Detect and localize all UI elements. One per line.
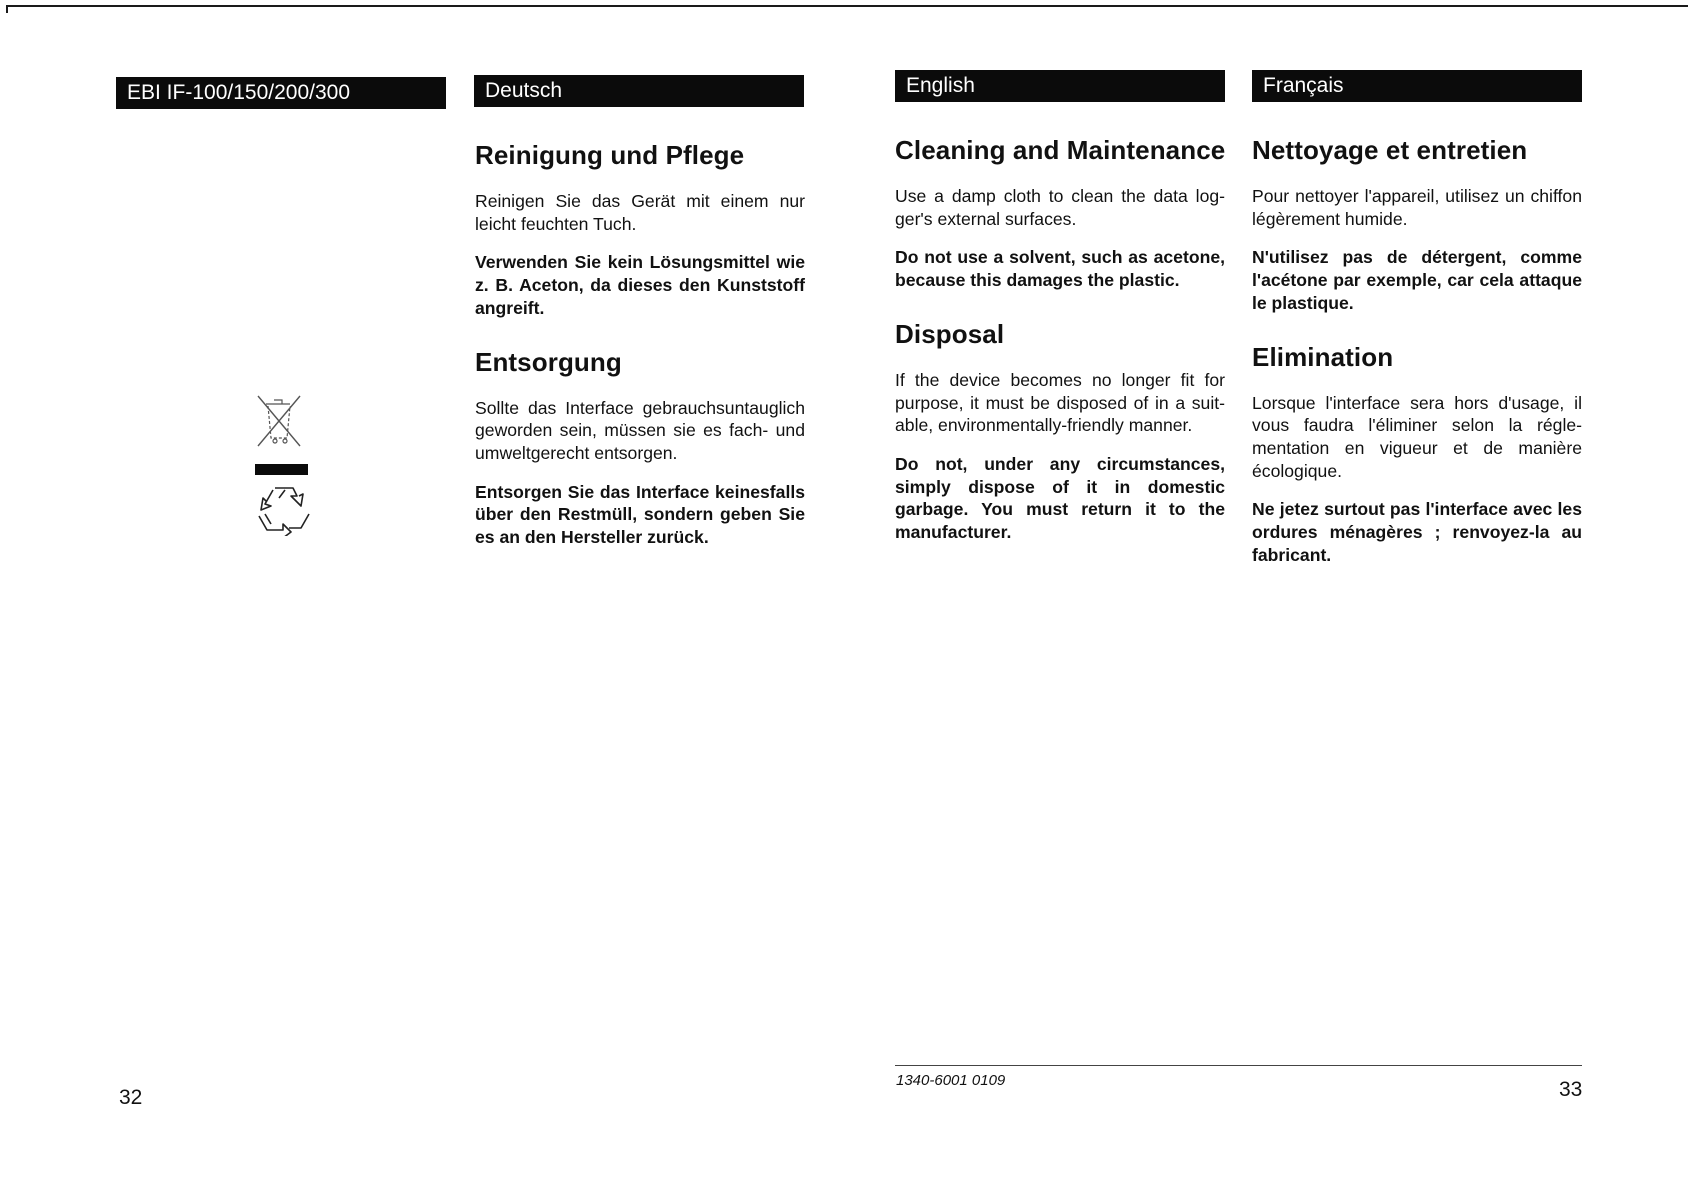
disposal-warning-de: Entsorgen Sie das Interface keinesfalls über den Restmüll, sondern geben Sie es an den Hersteller zurück.	[475, 481, 805, 548]
disposal-warning-fr: Ne jetez surtout pas l'interface avec les ordures ménagères ; renvoyez-la au fabricant.	[1252, 499, 1582, 565]
language-label-deutsch: Deutsch	[485, 79, 563, 102]
disposal-text-de: Sollte das Interface gebrauchsuntauglich geworden sein, müssen sie es fach- und umweltgerecht entsorgen.	[475, 397, 805, 463]
cleaning-text-fr: Pour nettoyer l'appareil, utilisez un chiffon légèrement humide.	[1252, 186, 1582, 229]
cleaning-text-en: Use a damp cloth to clean the data logger's external surfaces.	[895, 186, 1225, 229]
page-number-left: 32	[119, 1086, 143, 1109]
language-bar-francais	[1252, 70, 1582, 102]
document-code: 1340-6001 0109	[896, 1072, 1006, 1089]
language-label-francais: Français	[1263, 74, 1344, 97]
cleaning-warning-de: Verwenden Sie kein Lösungsmittel wie z. B. Aceton, da dieses den Kunststoff angreift.	[475, 252, 805, 318]
product-name: EBI IF-100/150/200/300	[127, 81, 350, 104]
disposal-warning-en: Do not, under any circumstances, simply dispose of it in domestic garbage. You must return it to the manufacturer.	[895, 453, 1225, 543]
disposal-text-en: If the device becomes no longer fit for purpose, it must be disposed of in a suitable, environmentally-friendly manner.	[895, 369, 1225, 436]
top-corner-tick	[6, 5, 8, 13]
language-label-english: English	[906, 74, 975, 97]
cleaning-warning-fr: N'utilisez pas de détergent, comme l'acétone par exemple, car cela attaque le plastique.	[1252, 247, 1582, 313]
product-header-bar	[116, 77, 446, 109]
crossed-out-wheelie-bin-icon	[248, 392, 308, 450]
section-title-disposal-fr: Elimination	[1252, 341, 1394, 372]
cleaning-text-de: Reinigen Sie das Gerät mit einem nur leicht feuchten Tuch.	[475, 191, 805, 234]
disposal-text-fr: Lorsque l'interface sera hors d'usage, il vous faudra l'éliminer selon la réglementation en vigueur et de manière écologique.	[1252, 392, 1582, 481]
section-title-disposal-de: Entsorgung	[475, 346, 622, 377]
black-bar-marker	[255, 464, 308, 475]
recycle-icon	[253, 484, 315, 536]
language-bar-english	[895, 70, 1225, 102]
top-rule	[6, 5, 1688, 7]
column-english	[895, 134, 1225, 560]
section-title-cleaning-en: Cleaning and Maintenance	[895, 135, 1226, 165]
column-francais	[1252, 134, 1582, 582]
page-number-right: 33	[1559, 1078, 1583, 1101]
section-title-cleaning-de: Reinigung und Pflege	[475, 140, 745, 170]
section-title-cleaning-fr: Nettoyage et entretien	[1252, 135, 1528, 165]
section-title-disposal-en: Disposal	[895, 318, 1005, 349]
column-deutsch	[475, 139, 805, 565]
footer-rule	[895, 1065, 1582, 1066]
cleaning-warning-en: Do not use a solvent, such as acetone, because this damages the plastic.	[895, 247, 1225, 291]
language-bar-deutsch	[474, 75, 804, 107]
